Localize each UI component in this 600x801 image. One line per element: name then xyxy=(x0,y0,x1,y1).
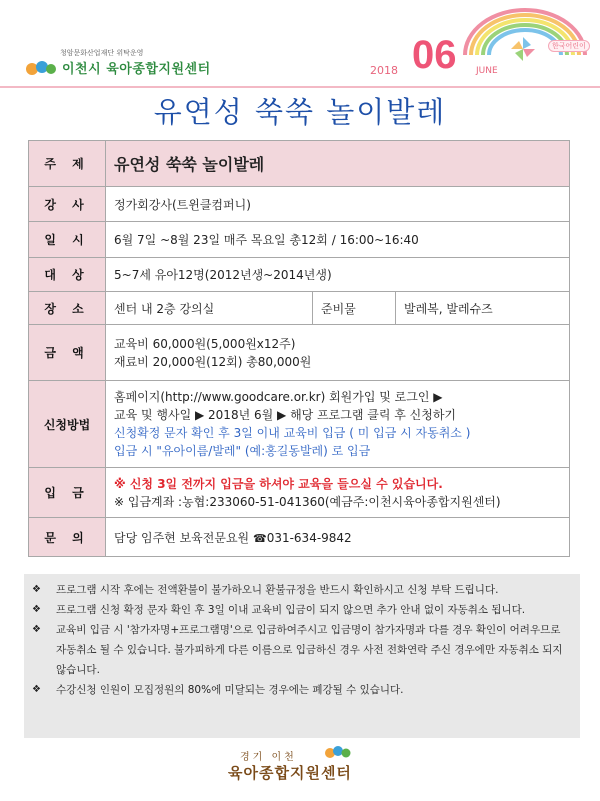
page-title: 유연성 쑥쑥 놀이발레 xyxy=(153,95,447,129)
value-subject: 유연성 쑥쑥 놀이발레 xyxy=(106,141,570,187)
month-number: 06 xyxy=(412,33,457,77)
list-item xyxy=(32,620,572,680)
notice-text: 프로그램 시작 후에는 전액환불이 불가하오니 환불규정을 반드시 확인하시고 신청 부탁 드립니다. xyxy=(56,584,499,596)
label-fee: 금 액 xyxy=(29,325,106,381)
value-contact xyxy=(106,518,570,557)
table-row-place xyxy=(29,292,570,325)
value-lecturer: 정가회강사(트윈클컴퍼니) xyxy=(106,187,570,222)
org-name: 이천시 육아종합지원센터 xyxy=(62,62,211,77)
fee-materials: 재료비 20,000원(12회) 총80,000원 xyxy=(114,354,312,369)
label-apply: 신청방법 xyxy=(29,381,106,468)
header-divider xyxy=(0,86,600,88)
deposit-account: ※ 입금계좌 :농협:233060-51-041360(예금주:이천시육아종합지원센터) xyxy=(114,494,501,509)
value-fee xyxy=(106,325,570,381)
list-item xyxy=(32,680,572,700)
value-place: 센터 내 2층 강의실 xyxy=(106,292,313,325)
apply-step-payment: 신청확정 문자 확인 후 3일 이내 교육비 입금 ( 미 입금 시 자동취소 ) xyxy=(114,426,471,440)
table-row-target xyxy=(29,258,570,292)
apply-step-homepage: 홈페이지(http://www.goodcare.or.kr) 회원가입 및 로그인 ▶ xyxy=(114,390,443,404)
label-lecturer: 강 사 xyxy=(29,187,106,222)
label-place: 장 소 xyxy=(29,292,106,325)
apply-step-menu: 교육 및 행사일 ▶ 2018년 6월 ▶ 해당 프로그램 클릭 후 신청하기 xyxy=(114,408,457,422)
notice-box xyxy=(24,574,580,738)
value-apply xyxy=(106,381,570,468)
list-item xyxy=(32,580,572,600)
year-label: 2018 xyxy=(370,64,398,77)
page-header xyxy=(0,0,600,90)
fee-tuition: 교육비 60,000원(5,000원x12주) xyxy=(114,336,296,351)
table-row-date xyxy=(29,222,570,258)
contact-phone: 031-634-9842 xyxy=(266,530,352,545)
label-date: 일 시 xyxy=(29,222,106,258)
diamond-bullet-icon: ❖ xyxy=(32,584,41,595)
label-contact: 문 의 xyxy=(29,518,106,557)
footer-org-name: 육아종합지원센터 xyxy=(228,764,352,782)
label-target: 대 상 xyxy=(29,258,106,292)
table-row-fee xyxy=(29,325,570,381)
label-deposit: 입 금 xyxy=(29,468,106,518)
contact-person: 담당 임주현 보육전문요원 xyxy=(114,530,250,545)
value-date: 6월 7일 ~8월 23일 매주 목요일 총12회 / 16:00~16:40 xyxy=(106,222,570,258)
label-subject: 주 제 xyxy=(29,141,106,187)
pinwheel-icon xyxy=(510,36,536,62)
notice-text: 수강신청 인원이 모집정원의 80%에 미달되는 경우에는 폐강될 수 있습니다. xyxy=(56,684,404,696)
diamond-bullet-icon: ❖ xyxy=(32,624,41,635)
value-materials: 발레복, 발레슈즈 xyxy=(396,292,570,325)
apply-step-deposit-name: 입금 시 "유아이름/발레" (예:홍길동발레) 로 입금 xyxy=(114,444,371,458)
header-tag: 한국어린이 xyxy=(548,40,590,52)
diamond-bullet-icon: ❖ xyxy=(32,604,41,615)
list-item xyxy=(32,600,572,620)
org-logo-icon xyxy=(24,58,58,78)
notice-text: 프로그램 신청 확정 문자 확인 후 3일 이내 교육비 입금이 되지 않으면 추가 안내 없이 자동취소 됩니다. xyxy=(56,604,526,616)
table-row-subject xyxy=(29,141,570,187)
notice-text: 교육비 입금 시 '참가자명+프로그램명'으로 입금하여주시고 입금명이 참가자명과 다를 경우 확인이 어려우므로 자동취소 될 수 있습니다. 불가피하게 다른 이름으로 입금하신 경우 사전 전화연락 주신 경우에만 자동취소 되지 않습니다. xyxy=(56,624,563,676)
org-subtitle: 청암문화산업재단 위탁운영 xyxy=(60,49,144,57)
program-info-table xyxy=(28,140,570,557)
month-name: JUNE xyxy=(476,66,498,76)
table-row-lecturer xyxy=(29,187,570,222)
table-row-contact xyxy=(29,518,570,557)
value-target: 5~7세 유아12명(2012년생~2014년생) xyxy=(106,258,570,292)
deposit-warning: ※ 신청 3일 전까지 입금을 하셔야 교육을 들으실 수 있습니다. xyxy=(114,476,443,491)
diamond-bullet-icon: ❖ xyxy=(32,684,41,695)
phone-icon: ☎ xyxy=(252,531,267,545)
table-row-deposit xyxy=(29,468,570,518)
footer-region: 경기 이천 xyxy=(240,752,297,763)
table-row-apply xyxy=(29,381,570,468)
value-deposit xyxy=(106,468,570,518)
footer-logo-icon xyxy=(322,744,354,760)
label-materials: 준비물 xyxy=(313,292,396,325)
